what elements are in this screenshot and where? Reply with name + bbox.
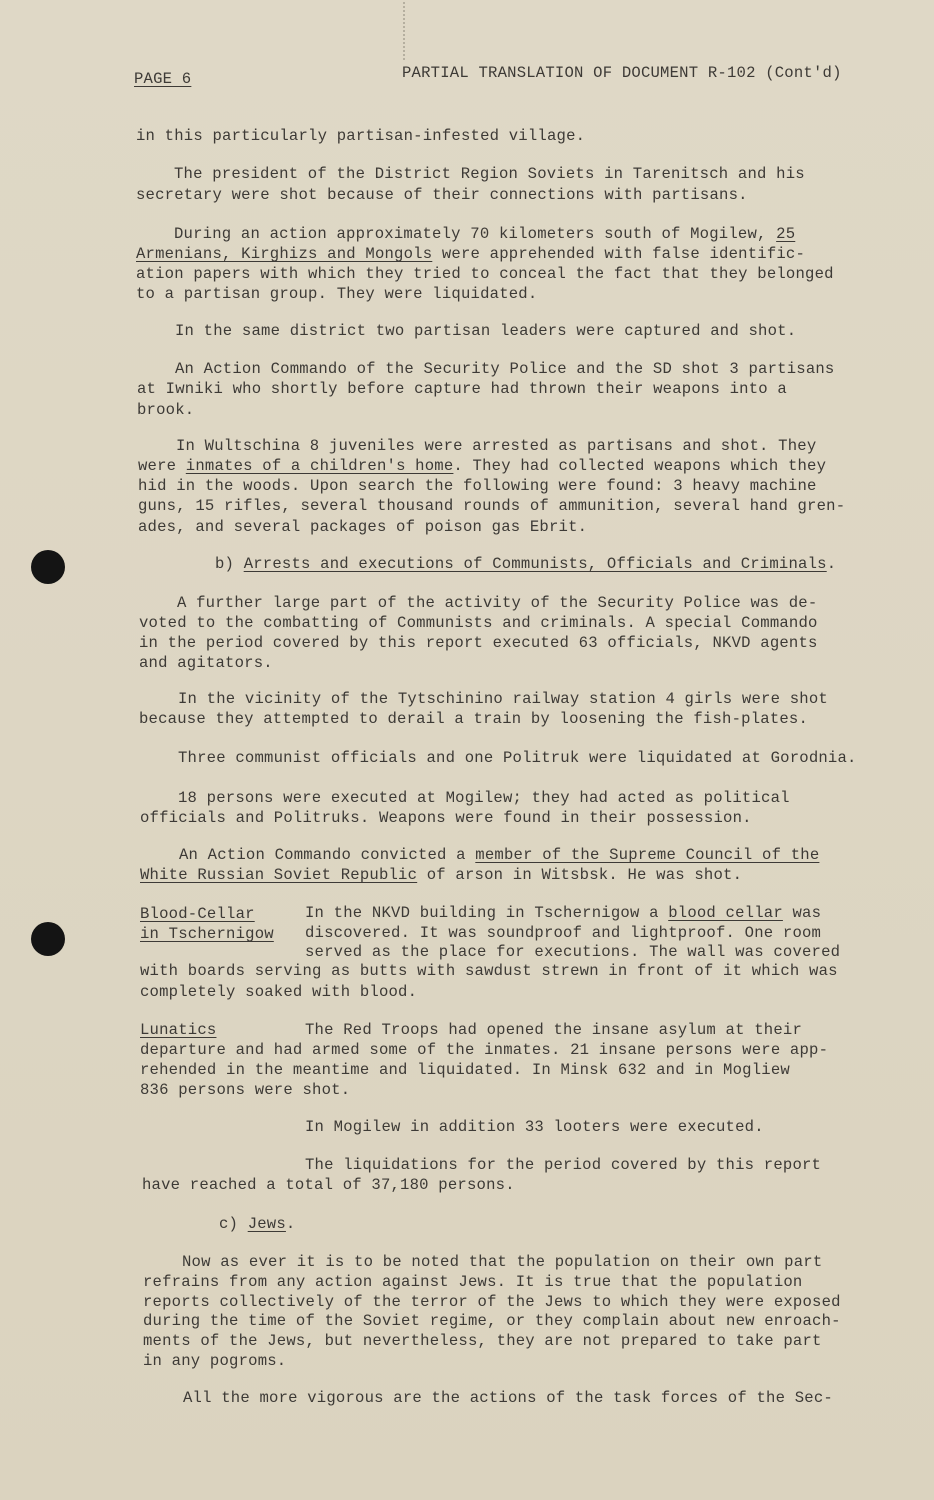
- text-line: [174, 225, 795, 243]
- text-line: The Red Troops had opened the insane asylum at their: [305, 1021, 803, 1039]
- text-line: All the more vigorous are the actions of the task forces of the Sec-: [183, 1389, 833, 1407]
- text-line: officials and Politruks. Weapons were found in their possession.: [140, 809, 752, 827]
- text-line: guns, 15 rifles, several thousand rounds of ammunition, several hand gren-: [138, 497, 846, 515]
- margin-heading: Blood-Cellar: [140, 905, 255, 923]
- underlined-text: Jews: [247, 1215, 286, 1233]
- underlined-text: Arrests and executions of Communists, Officials and Criminals: [243, 555, 827, 573]
- text-span: b): [215, 555, 244, 573]
- text-line: with boards serving as butts with sawdust strewn in front of it which was: [140, 962, 838, 980]
- text-line: The president of the District Region Soviets in Tarenitsch and his: [174, 165, 805, 183]
- punch-hole: [31, 550, 65, 584]
- text-line: in any pogroms.: [143, 1352, 287, 1370]
- section-heading: [219, 1215, 295, 1233]
- punch-hole: [31, 922, 65, 956]
- underlined-text: 25: [776, 225, 796, 243]
- text-line: [305, 904, 821, 922]
- text-line: have reached a total of 37,180 persons.: [142, 1176, 515, 1194]
- text-line: [138, 457, 826, 475]
- text-line: rehended in the meantime and liquidated. In Minsk 632 and in Mogliew: [140, 1061, 790, 1079]
- text-line: The liquidations for the period covered by this report: [305, 1156, 822, 1174]
- text-line: at Iwniki who shortly before capture had thrown their weapons into a: [137, 380, 787, 398]
- text-span: An Action Commando convicted a: [179, 846, 476, 864]
- underlined-text: White Russian Soviet Republic: [140, 866, 418, 884]
- text-line: In Mogilew in addition 33 looters were executed.: [305, 1118, 764, 1136]
- text-line: ades, and several packages of poison gas Ebrit.: [138, 518, 588, 536]
- text-line: An Action Commando of the Security Police and the SD shot 3 partisans: [175, 360, 835, 378]
- text-span: c): [219, 1215, 248, 1233]
- text-line: [179, 846, 819, 864]
- text-span: .: [826, 555, 837, 573]
- text-line: Three communist officials and one Politruk were liquidated at Gorodnia.: [178, 749, 857, 767]
- text-span: were: [138, 457, 186, 475]
- underlined-text: Armenians, Kirghizs and Mongols: [136, 245, 433, 263]
- underlined-text: inmates of a children's home: [185, 457, 454, 475]
- text-line: [136, 245, 805, 263]
- margin-heading: Lunatics: [140, 1021, 217, 1039]
- text-line: secretary were shot because of their connections with partisans.: [136, 186, 748, 204]
- text-span: was: [782, 904, 822, 922]
- document-title: PARTIAL TRANSLATION OF DOCUMENT R-102 (Cont'd): [402, 64, 842, 82]
- staple-mark: [403, 2, 409, 60]
- text-line: 836 persons were shot.: [140, 1081, 351, 1099]
- text-span: were apprehended with false identific-: [432, 245, 806, 263]
- text-span: of arson in Witsbsk. He was shot.: [417, 866, 743, 884]
- text-line: and agitators.: [139, 654, 273, 672]
- underlined-text: member of the Supreme Council of the: [475, 846, 820, 864]
- section-heading: [215, 555, 836, 573]
- text-span: .: [285, 1215, 296, 1233]
- text-line: In the vicinity of the Tytschinino railway station 4 girls were shot: [178, 690, 828, 708]
- text-line: ation papers with which they tried to conceal the fact that they belonged: [136, 265, 834, 283]
- text-line: brook.: [137, 401, 195, 419]
- text-line: departure and had armed some of the inmates. 21 insane persons were app-: [140, 1041, 829, 1059]
- margin-heading: in Tschernigow: [140, 925, 274, 943]
- text-line: refrains from any action against Jews. It is true that the population: [143, 1273, 803, 1291]
- text-line: because they attempted to derail a train by loosening the fish-plates.: [139, 710, 809, 728]
- text-line: in the period covered by this report executed 63 officials, NKVD agents: [139, 634, 818, 652]
- text-span: . They had collected weapons which they: [453, 457, 827, 475]
- text-line: A further large part of the activity of the Security Police was de-: [177, 594, 818, 612]
- text-line: voted to the combatting of Communists and criminals. A special Commando: [139, 614, 818, 632]
- text-line: discovered. It was soundproof and lightproof. One room: [305, 924, 822, 942]
- text-line: served as the place for executions. The wall was covered: [305, 943, 841, 961]
- underlined-text: blood cellar: [668, 904, 783, 922]
- text-line: completely soaked with blood.: [140, 983, 418, 1001]
- page-number: PAGE 6: [134, 70, 192, 88]
- text-span: During an action approximately 70 kilometers south of Mogilew,: [174, 225, 777, 243]
- text-line: [140, 866, 742, 884]
- text-line: Now as ever it is to be noted that the population on their own part: [182, 1253, 823, 1271]
- text-line: hid in the woods. Upon search the following were found: 3 heavy machine: [138, 477, 817, 495]
- text-span: In the NKVD building in Tschernigow a: [305, 904, 669, 922]
- text-line: to a partisan group. They were liquidated.: [136, 285, 538, 303]
- text-line: In Wultschina 8 juveniles were arrested as partisans and shot. They: [176, 437, 817, 455]
- text-line: reports collectively of the terror of the Jews to which they were exposed: [143, 1293, 841, 1311]
- text-line: 18 persons were executed at Mogilew; they had acted as political: [178, 789, 790, 807]
- text-line: ments of the Jews, but nevertheless, they are not prepared to take part: [143, 1332, 822, 1350]
- text-line: In the same district two partisan leaders were captured and shot.: [175, 322, 797, 340]
- text-line: in this particularly partisan-infested village.: [136, 127, 586, 145]
- text-line: during the time of the Soviet regime, or they complain about new enroach-: [143, 1312, 841, 1330]
